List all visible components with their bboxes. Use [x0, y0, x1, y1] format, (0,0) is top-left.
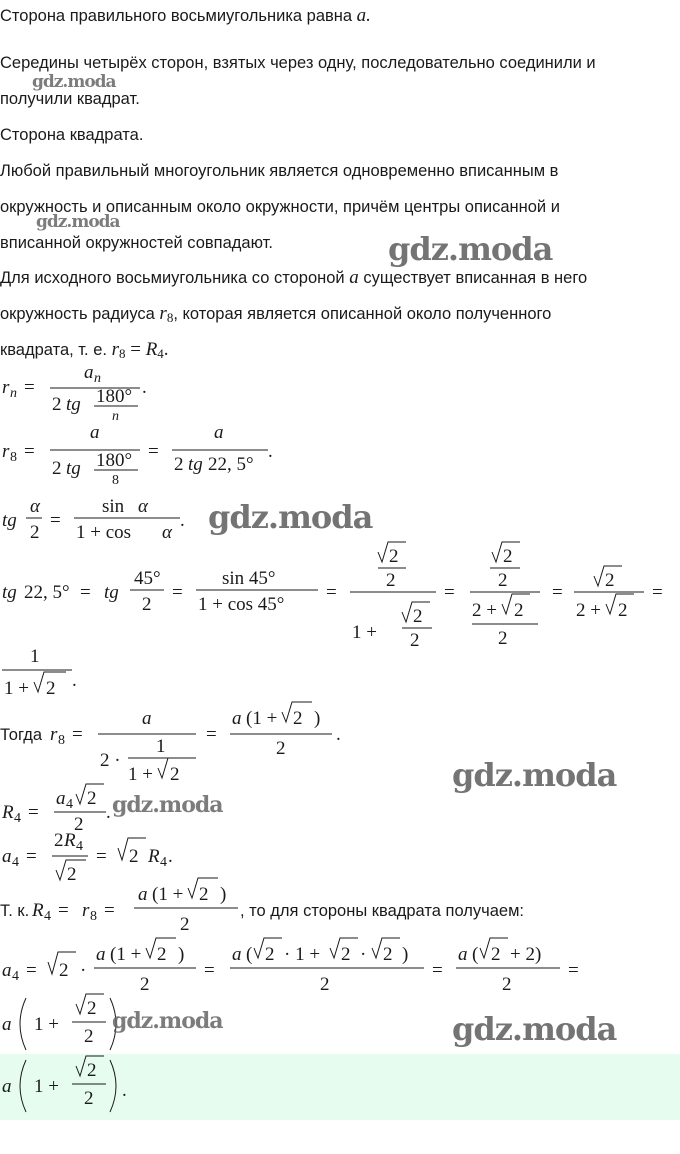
text-line-2: Середины четырёх сторон, взятых через одну, последовательно соединили и	[0, 54, 596, 72]
svg-text:4: 4	[12, 855, 19, 870]
svg-text:tg: tg	[2, 582, 17, 603]
svg-text:a: a	[458, 944, 468, 965]
svg-text:r: r	[82, 900, 90, 921]
formula-rn	[0, 360, 200, 424]
svg-text:n: n	[94, 371, 101, 386]
svg-text:2: 2	[413, 606, 423, 627]
svg-text:.: .	[122, 1080, 127, 1101]
svg-text:sin 45°: sin 45°	[222, 568, 276, 589]
svg-text:2: 2	[383, 944, 393, 965]
svg-text:1 +: 1 +	[352, 622, 377, 643]
svg-text:=: =	[552, 582, 563, 603]
svg-text:a: a	[214, 422, 224, 443]
svg-text:=: =	[204, 960, 215, 981]
text-line-8: Для исходного восьмиугольника со стороной a существует вписанная в него	[0, 267, 588, 288]
svg-text:2: 2	[320, 974, 330, 995]
svg-text:22, 5°: 22, 5°	[208, 454, 254, 475]
svg-text:tg: tg	[188, 454, 203, 475]
svg-text:=: =	[652, 582, 663, 603]
svg-text:(1 +: (1 +	[110, 944, 142, 965]
svg-text:2: 2	[180, 914, 190, 935]
svg-text:=: =	[568, 960, 579, 981]
svg-text:+ 2): + 2)	[510, 944, 542, 965]
svg-text:a: a	[232, 944, 242, 965]
svg-text:2: 2	[341, 944, 351, 965]
svg-text:2: 2	[59, 960, 69, 981]
watermark: gdz.moda	[208, 498, 373, 536]
svg-text:22, 5°: 22, 5°	[24, 582, 70, 603]
svg-text:2: 2	[389, 546, 399, 567]
svg-text:45°: 45°	[134, 568, 161, 589]
svg-text:=: =	[24, 377, 35, 398]
svg-text:· 1 +: · 1 +	[284, 944, 321, 965]
text-line-6: окружность и описанным около окружности, причём центры описанной и	[0, 198, 560, 216]
svg-text:2: 2	[74, 814, 84, 835]
text-line-1: Сторона правильного восьмиугольника равна a.	[0, 5, 371, 26]
svg-text:2: 2	[605, 570, 615, 591]
svg-text:2: 2	[52, 458, 62, 479]
formula-result-tg	[0, 642, 100, 698]
svg-text:2: 2	[514, 600, 524, 621]
svg-text:): )	[314, 708, 321, 729]
svg-text:=: =	[104, 900, 115, 921]
svg-text:1 +: 1 +	[128, 764, 153, 785]
svg-text:.: .	[168, 846, 173, 867]
svg-text:2: 2	[140, 974, 150, 995]
svg-text:180°: 180°	[96, 450, 133, 471]
svg-text:R: R	[148, 846, 160, 867]
svg-text:2: 2	[142, 594, 152, 615]
svg-text:=: =	[96, 846, 107, 867]
svg-text:a: a	[2, 1076, 12, 1097]
svg-text:α: α	[162, 522, 172, 543]
formula-then-r8	[0, 700, 360, 788]
svg-text:): )	[220, 884, 227, 905]
svg-text:(: (	[472, 944, 479, 965]
svg-text:2: 2	[386, 570, 396, 591]
svg-text:8: 8	[112, 473, 119, 488]
svg-text:4: 4	[76, 839, 83, 854]
svg-text:=: =	[172, 582, 183, 603]
svg-text:·: ·	[360, 944, 367, 965]
svg-text:=: =	[206, 724, 217, 745]
svg-text:2: 2	[87, 1060, 97, 1081]
watermark: gdz.moda	[388, 230, 553, 268]
svg-text:=: =	[28, 802, 39, 823]
svg-text:=: =	[26, 960, 37, 981]
svg-text:1 +: 1 +	[34, 1076, 59, 1097]
text-line-5: Любой правильный многоугольник является одновременно вписанным в	[0, 162, 559, 180]
formula-a4-chain	[0, 938, 680, 998]
svg-text:=: =	[432, 960, 443, 981]
formula-tk	[0, 878, 600, 938]
svg-text:2: 2	[174, 454, 184, 475]
svg-text:r: r	[2, 377, 10, 398]
svg-text:.: .	[142, 377, 147, 398]
svg-text:.: .	[336, 724, 341, 745]
svg-text:tg: tg	[66, 458, 81, 479]
svg-text:r: r	[2, 441, 10, 462]
watermark: gdz.moda	[452, 756, 617, 794]
svg-text:R: R	[2, 802, 14, 823]
svg-text:8: 8	[58, 733, 65, 748]
svg-text:180°: 180°	[96, 386, 133, 407]
svg-text:2: 2	[498, 570, 508, 591]
svg-text:=: =	[72, 724, 83, 745]
svg-text:2: 2	[30, 522, 40, 543]
svg-text:4: 4	[44, 909, 51, 924]
svg-text:(1 +: (1 +	[152, 884, 184, 905]
svg-text:n: n	[10, 386, 17, 401]
svg-text:.: .	[180, 510, 185, 531]
svg-text:): )	[402, 944, 409, 965]
svg-text:n: n	[112, 409, 119, 424]
svg-text:2: 2	[199, 884, 209, 905]
svg-text:.: .	[72, 670, 77, 691]
svg-text:a: a	[232, 708, 242, 729]
formula-tg-half	[0, 496, 200, 546]
svg-text:4: 4	[160, 855, 167, 870]
svg-text:=: =	[26, 846, 37, 867]
svg-text:a: a	[142, 708, 152, 729]
svg-text:8: 8	[90, 909, 97, 924]
watermark: gdz.moda	[36, 212, 120, 232]
svg-text:2: 2	[410, 630, 420, 651]
svg-text:2: 2	[498, 628, 508, 649]
svg-text:1: 1	[30, 646, 40, 667]
svg-text:8: 8	[10, 450, 17, 465]
svg-text:4: 4	[14, 811, 21, 826]
svg-text:a: a	[2, 960, 12, 981]
svg-text:=: =	[58, 900, 69, 921]
svg-text:Т. к.: Т. к.	[0, 902, 30, 920]
formula-r8	[0, 422, 300, 488]
svg-text:2: 2	[84, 1026, 94, 1047]
svg-text:1 + cos 45°: 1 + cos 45°	[198, 594, 285, 615]
svg-text:α: α	[30, 496, 40, 517]
svg-text:a: a	[56, 788, 66, 809]
svg-text:1: 1	[156, 736, 166, 757]
svg-text:2: 2	[170, 764, 180, 785]
svg-text:2: 2	[67, 864, 77, 885]
svg-text:tg: tg	[66, 394, 81, 415]
watermark: gdz.moda	[32, 72, 116, 92]
svg-text:R: R	[32, 900, 44, 921]
svg-text:1 + cos: 1 + cos	[76, 522, 132, 543]
svg-text:.: .	[268, 441, 273, 462]
svg-text:2: 2	[491, 944, 501, 965]
svg-text:(1 +: (1 +	[246, 708, 278, 729]
svg-text:4: 4	[12, 969, 19, 984]
svg-text:2 +: 2 +	[576, 600, 601, 621]
svg-text:2: 2	[54, 830, 64, 851]
svg-text:2 ·: 2 ·	[100, 750, 121, 771]
svg-text:2: 2	[129, 846, 139, 867]
svg-text:2: 2	[157, 944, 167, 965]
svg-text:=: =	[326, 582, 337, 603]
svg-text:a: a	[2, 1014, 12, 1035]
svg-text:(: (	[246, 944, 253, 965]
svg-text:4: 4	[66, 797, 73, 812]
watermark: gdz.moda	[112, 1008, 223, 1034]
text-line-7: вписанной окружностей совпадают.	[0, 234, 273, 252]
svg-text:2 +: 2 +	[472, 600, 497, 621]
formula-final-answer	[0, 1056, 160, 1116]
svg-text:a: a	[138, 884, 148, 905]
svg-text:a: a	[84, 362, 94, 383]
svg-text:=: =	[444, 582, 455, 603]
svg-text:2: 2	[502, 974, 512, 995]
then-label: Тогда	[0, 726, 43, 744]
svg-text:2: 2	[618, 600, 628, 621]
svg-text:R: R	[64, 830, 76, 851]
svg-text:2: 2	[52, 394, 62, 415]
formula-tg-22-5	[0, 540, 680, 650]
svg-text:1 +: 1 +	[34, 1014, 59, 1035]
svg-text:=: =	[148, 441, 159, 462]
svg-text:·: ·	[80, 960, 87, 981]
text-line-10: квадрата, т. е. r8 = R4.	[0, 339, 169, 361]
svg-text:): )	[178, 944, 185, 965]
formula-a4	[0, 826, 200, 886]
svg-text:tg: tg	[104, 582, 119, 603]
svg-text:2: 2	[276, 738, 286, 759]
watermark: gdz.moda	[452, 1010, 617, 1048]
svg-text:2: 2	[293, 708, 303, 729]
svg-text:.: .	[106, 802, 111, 823]
svg-text:a: a	[96, 944, 106, 965]
svg-text:a: a	[90, 422, 100, 443]
svg-text:=: =	[50, 510, 61, 531]
svg-text:2: 2	[46, 678, 56, 699]
watermark: gdz.moda	[112, 792, 223, 818]
svg-text:r: r	[50, 724, 58, 745]
svg-text:2: 2	[265, 944, 275, 965]
text-line-9: окружность радиуса r8, которая является описанной около полученного	[0, 303, 552, 325]
text-line-3: получили квадрат.	[0, 90, 140, 108]
svg-text:a: a	[2, 846, 12, 867]
svg-text:tg: tg	[2, 510, 17, 531]
svg-text:2: 2	[87, 788, 97, 809]
svg-text:, то для стороны квадрата полу: , то для стороны квадрата получаем:	[240, 902, 525, 920]
svg-text:2: 2	[503, 546, 513, 567]
svg-text:sin: sin	[102, 496, 125, 517]
svg-text:2: 2	[87, 998, 97, 1019]
text-line-4: Сторона квадрата.	[0, 126, 144, 144]
svg-text:=: =	[80, 582, 91, 603]
svg-text:α: α	[138, 496, 148, 517]
svg-text:=: =	[24, 441, 35, 462]
svg-text:2: 2	[84, 1088, 94, 1109]
svg-text:1 +: 1 +	[4, 678, 29, 699]
